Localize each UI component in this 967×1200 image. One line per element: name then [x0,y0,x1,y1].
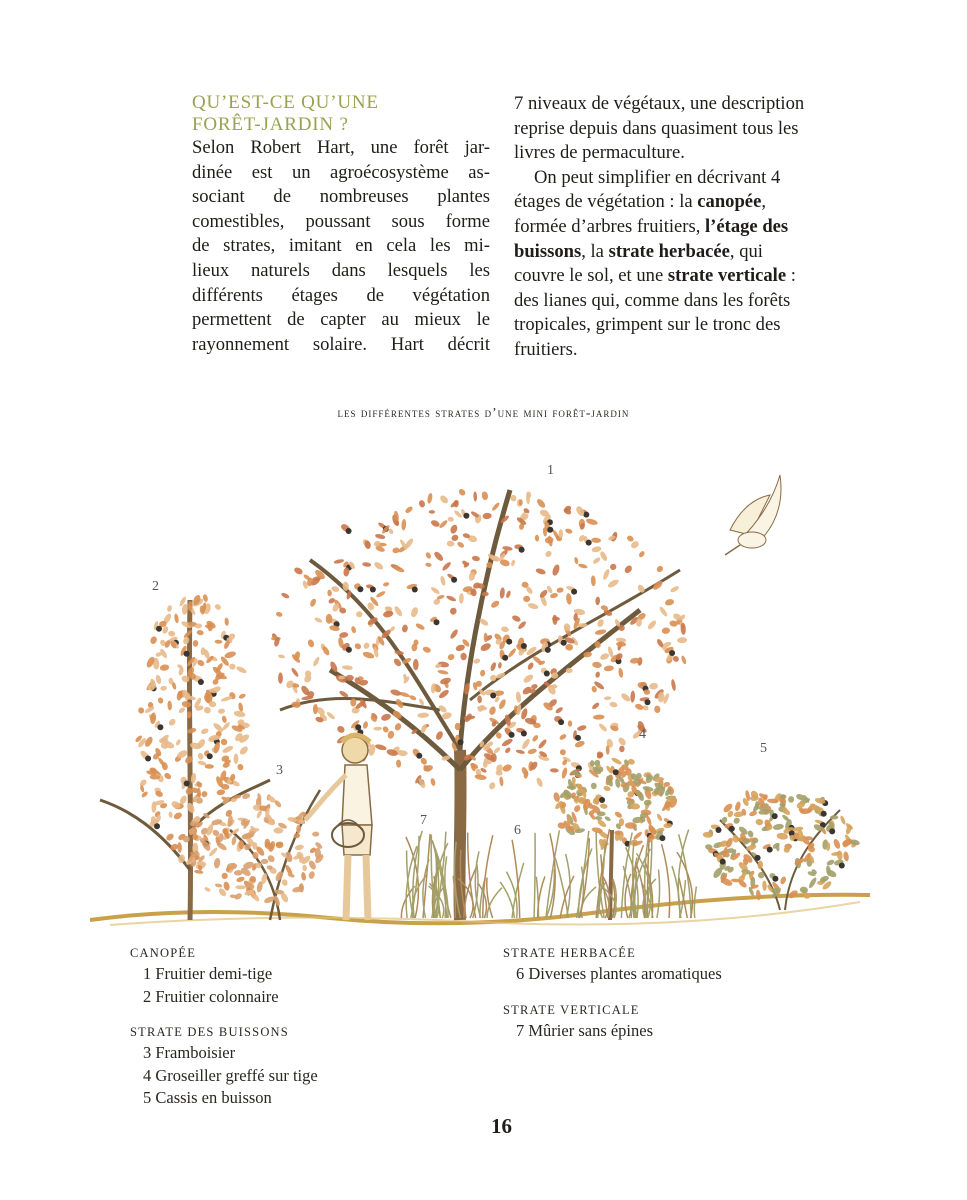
text-run: , qui couvre le sol, et une [514,240,763,287]
legend-item: 1 Fruitier demi-tige [143,964,273,983]
term-strate-verticale: strate verticale [667,265,787,287]
bird-illustration [725,475,781,555]
text-run: , formée d’arbres fruitiers, [514,191,766,237]
text-run: : des lianes qui, comme dans les forêts tropicales, grimpent sur le tronc des fruitiers. [514,265,796,360]
term-etage-buissons: l’étage des buissons [514,215,789,262]
heading-line-1: QU’EST-CE QU’UNE [192,92,379,113]
heading-line-2: FORÊT-JARDIN ? [192,114,349,135]
figure-title: les différentes strates d’une mini forêt-jardin [337,405,630,420]
term-strate-herbacee: strate herbacée [608,240,730,262]
marker-1: 1 [547,463,554,478]
left-paragraph-line: de strates, imitant en cela les mi- [192,235,490,257]
term-canopee: canopée [697,191,762,213]
legend-item: 3 Framboisier [143,1043,236,1062]
legend-title-canopee: CANOPÉE [130,946,197,960]
section-heading [192,92,490,136]
legend-item: 4 Groseiller greffé sur tige [143,1065,318,1085]
marker-7: 7 [420,813,427,828]
legend-title-buissons: STRATE DES BUISSONS [130,1025,289,1039]
text-run: , la [581,240,609,262]
legend-title-verticale: STRATE VERTICALE [503,1002,640,1017]
left-paragraph-line: Selon Robert Hart, une forêt jar- [192,137,490,158]
marker-3: 3 [276,763,283,778]
marker-6: 6 [514,823,521,838]
forest-garden-illustration [80,450,880,940]
right-paragraph-1: 7 niveaux de végétaux, une description reprise depuis dans quasiment tous les livres de permaculture. [514,93,805,164]
legend-item: 5 Cassis en buisson [143,1088,272,1107]
aromatic-herbs [401,829,696,918]
left-column [192,92,490,357]
raspberry-bush [183,790,325,920]
left-paragraph [192,136,490,357]
marker-2: 2 [152,579,159,594]
text-run: On peut simplifier en décrivant 4 étages de végétation : la [514,166,781,213]
left-paragraph-line: comestibles, poussant sous forme [192,210,490,232]
legend-item: 7 Mûrier sans épines [516,1020,654,1040]
tree-1-canopy [271,488,687,920]
left-paragraph-line: rayonnement solaire. Hart décrit [192,333,490,355]
left-paragraph-line: dinée est un agroécosystème as- [192,161,490,183]
right-paragraph-2 [514,166,812,363]
left-paragraph-line: permettent de capter au mieux le [192,309,490,331]
legend-right [503,943,722,1042]
left-paragraph-line: sociant de nombreuses plantes [192,186,490,208]
legend-item: 6 Diverses plantes aromatiques [516,964,722,983]
page-number: 16 [491,1114,512,1138]
gardener-figure [305,735,372,920]
left-paragraph-line: différents étages de végétation [192,284,490,306]
blackcurrant-bush [703,789,861,910]
legend-title-herbacee: STRATE HERBACÉE [503,946,636,960]
legend-item: 2 Fruitier colonnaire [143,986,279,1006]
legend-left [130,943,318,1110]
left-paragraph-line: lieux naturels dans lesquels les [192,259,490,281]
marker-5: 5 [760,741,767,756]
right-column [514,92,812,363]
marker-4: 4 [639,727,646,742]
